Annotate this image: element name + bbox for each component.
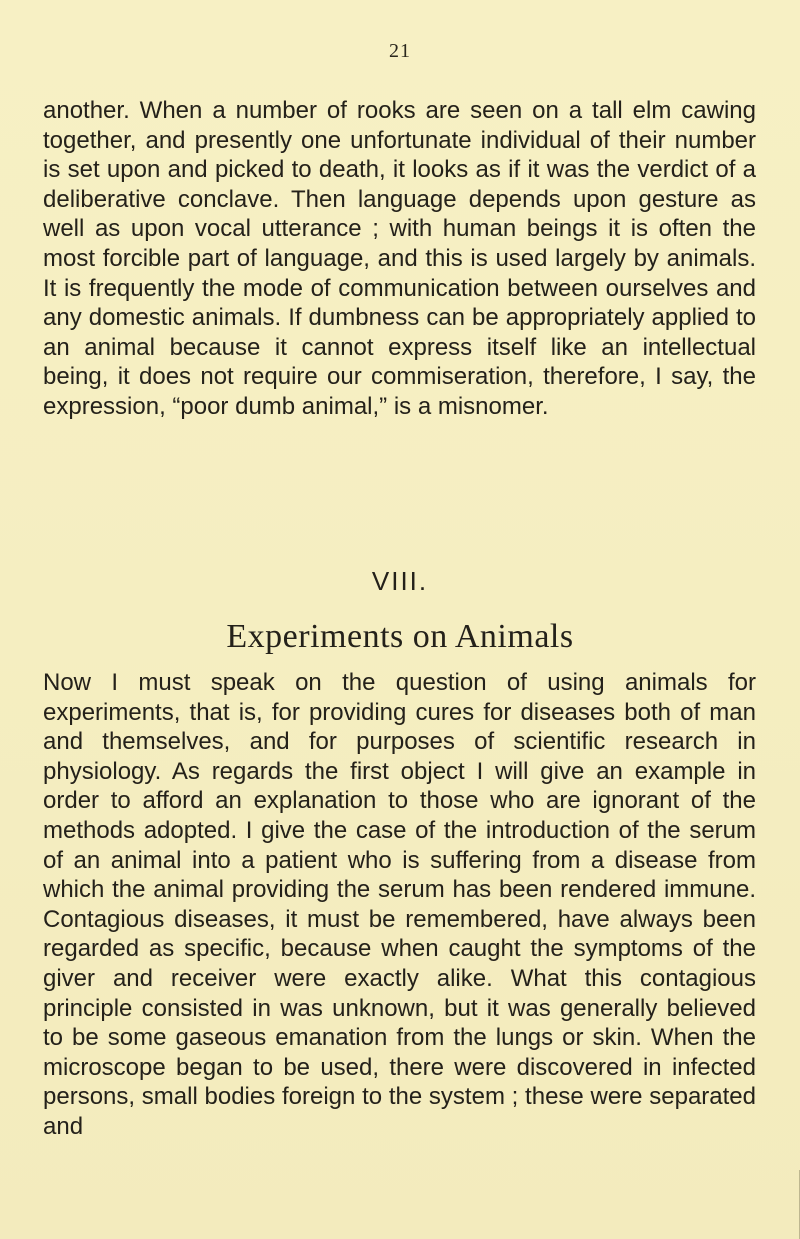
page-number: 21 (389, 40, 411, 62)
section-number: VIII. (371, 566, 429, 596)
paragraph-rooks-language: another. When a number of rooks are seen on a tall elm cawing together, and presently one unfortunate individual of their number is set upon and picked to death, it looks as if it was the verdict of a deliberative conclave. Then language depends upon gesture as well as upon vocal utterance ; with human beings it is often the most forcible part of language, and this is used largely by animals. It is frequently the mode of communication between ourselves and any domestic animals. If dumbness can be appropriately applied to an animal because it cannot express itself like an intellectual being, it does not require our commiseration, therefore, I say, the expression, “poor dumb animal,” is a misnomer. (43, 97, 756, 420)
paragraph-experiments: Now I must speak on the question of using animals for experiments, that is, for providing cures for diseases both of man and themselves, and for purposes of scientific research in physiology. As regards the first object I will give an example in order to afford an explanation to those who are ignorant of the methods adopted. I give the case of the introduction of the serum of an animal into a patient who is suffering from a disease from which the animal providing the serum has been rendered immune. Contagious diseases, it must be remembered, have always been regarded as specific, because when caught the symptoms of the giver and receiver were exactly alike. What this contagious principle consisted in was unknown, but it was generally believed to be some gaseous emanation from the lungs or skin. When the microscope began to be used, there were discovered in infected persons, small bodies foreign to the system ; these were separated and (43, 669, 756, 1140)
section-title: Experiments on Animals (226, 618, 574, 655)
